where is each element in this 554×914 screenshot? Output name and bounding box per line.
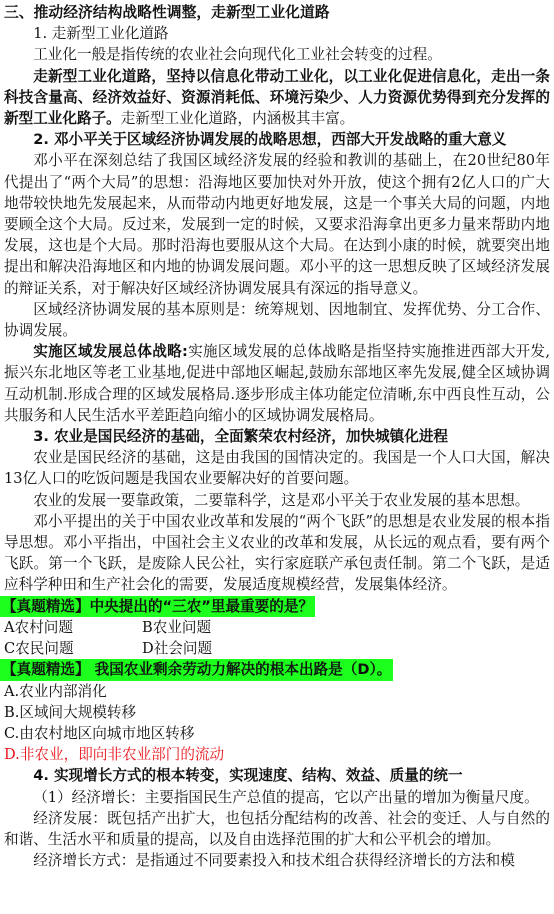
question-1-options-row-1 xyxy=(4,617,550,638)
paragraph-new-industrialization-tail: 走新型工业化道路，内涵极其丰富。 xyxy=(120,110,355,128)
q1-option-b: B农业问题 xyxy=(142,618,212,636)
question-1-options-row-2 xyxy=(4,638,550,659)
q1-option-a: A农村问题 xyxy=(4,618,73,636)
subheading-4: 4. 实现增长方式的根本转变，实现速度、结构、效益、质量的统一 xyxy=(33,767,463,785)
paragraph-new-industrialization xyxy=(4,66,550,130)
paragraph-regional-strategy xyxy=(4,341,550,426)
question-1-title: 【真题精选】中央提出的“三农”里最重要的是？ xyxy=(0,596,315,617)
q2-option-b: B.区域间大规模转移 xyxy=(4,703,137,721)
paragraph-economic-development: 经济发展：既包括产出扩大，也包括分配结构的改善、社会的变迁、人与自然的和谐、生活水平和质量的提高，以及自由选择范围的扩大和公平机会的增加。 xyxy=(4,809,550,848)
subheading-3: 3. 农业是国民经济的基础，全面繁荣农村经济，加快城镇化进程 xyxy=(33,428,449,446)
q1-option-d: D社会问题 xyxy=(142,640,213,658)
regional-strategy-body: 实施区域发展的总体战略是指坚持实施推进西部大开发,振兴东北地区等老工业基地,促进中部地区崛起,鼓励东部地区率先发展,健全区域协调互动机制.形成合理的区域发展格局.逐步形成主体功能定位清晰,东中西良性互动，公共服务和人民生活水平差距趋向缩小的区域协调发展格局。 xyxy=(4,343,550,424)
section-3-heading: 三、推动经济结构战略性调整，走新型工业化道路 xyxy=(4,4,330,21)
paragraph-growth-mode: 经济增长方式：是指通过不同要素投入和技术组合获得经济增长的方法和模 xyxy=(33,852,515,870)
q2-option-d-answer: D.非农业，即向非农业部门的流动 xyxy=(4,746,225,764)
regional-strategy-lead: 实施区域发展总体战略: xyxy=(33,343,188,361)
q2-option-c: C.由农村地区向城市地区转移 xyxy=(4,724,195,742)
paragraph-two-overall-situations: 邓小平在深刻总结了我国区域经济发展的经验和教训的基础上，在20世纪80年代提出了“两个大局”的思想：沿海地区要加快对外开放，使这个拥有2亿人口的广大地带较快地先发展起来，从而带动内地更好地发展，这是一个事关大局的问题，内地要顾全这个大局。反过来，发展到一定的时候，又要求沿海拿出更多力量来帮助内地发展，这也是个大局。那时沿海也要服从这个大局。在达到小康的时候，就要突出地提出和解决沿海地区和内地的协调发展问题。邓小平的这一思想反映了区域经济发展的辩证关系，对于解决好区域经济协调发展具有深远的指导意义。 xyxy=(4,152,550,297)
question-1-line xyxy=(4,596,550,617)
question-2-line xyxy=(4,659,550,680)
paragraph-two-leaps: 邓小平提出的关于中国农业改革和发展的“两个飞跃”的思想是农业发展的根本指导思想。邓小平指出，中国社会主义农业的改革和发展，从长远的观点看，要有两个飞跃。第一个飞跃，是废除人民公社，实行家庭联产承包责任制。第二个飞跃，是适应科学种田和生产社会化的需要，发展适度规模经营，发展集体经济。 xyxy=(4,512,550,594)
question-2-title: 【真题精选】 我国农业剩余劳动力解决的根本出路是（D）。 xyxy=(0,659,393,680)
paragraph-new-industrialization-bold: 走新型工业化道路，坚持以信息化带动工业化，以工业化促进信息化，走出一条科技含量高、经济效益好、资源消耗低、环境污染少、人力资源优势得到充分发挥的新型工业化路子。 xyxy=(4,67,550,128)
paragraph-regional-principles: 区域经济协调发展的基本原则是：统筹规划、因地制宜、发挥优势、分工合作、协调发展。 xyxy=(4,300,550,340)
paragraph-industrialization-definition: 工业化一般是指传统的农业社会向现代化工业社会转变的过程。 xyxy=(33,46,442,64)
q2-option-a: A.农业内部消化 xyxy=(4,682,107,700)
q1-option-c: C农民问题 xyxy=(4,640,74,658)
subheading-2: 2. 邓小平关于区域经济协调发展的战略思想，西部大开发战略的重大意义 xyxy=(33,131,507,149)
paragraph-agriculture-policy: 农业的发展一要靠政策，二要靠科学，这是邓小平关于农业发展的基本思想。 xyxy=(33,491,530,509)
paragraph-agriculture-basis: 农业是国民经济的基础，这是由我国的国情决定的。我国是一个人口大国，解决13亿人口的吃饭问题是我国农业要解决好的首要问题。 xyxy=(4,449,550,488)
subheading-1: 1. 走新型工业化道路 xyxy=(33,25,169,43)
paragraph-economic-growth: （1）经济增长：主要指国民生产总值的提高，它以产出量的增加为衡量尺度。 xyxy=(33,788,539,806)
